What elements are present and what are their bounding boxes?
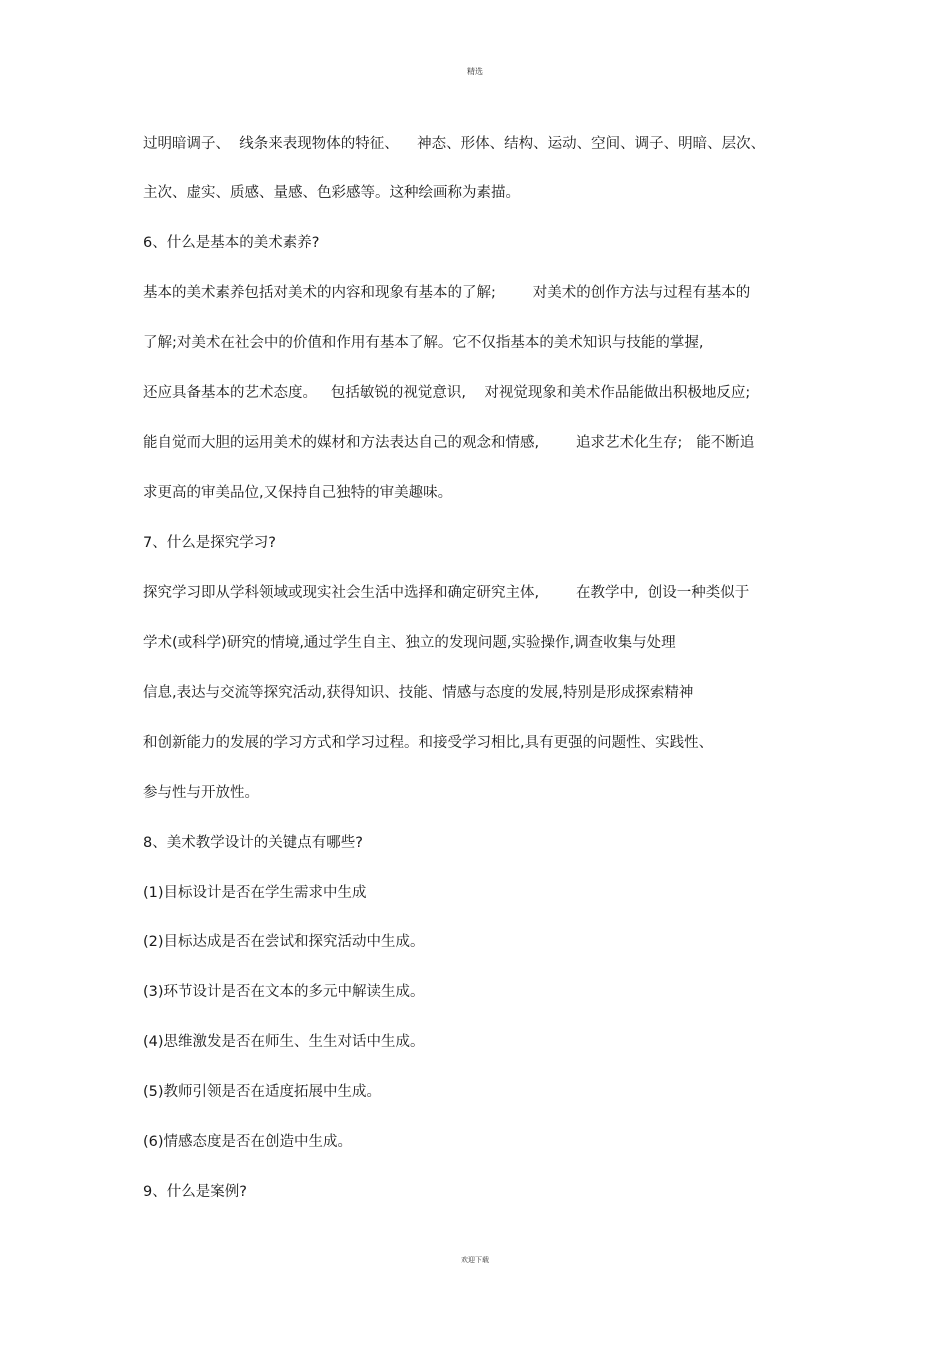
list-item: (1)目标设计是否在学生需求中生成 (143, 885, 367, 901)
list-item: (5)教师引领是否在适度拓展中生成。 (143, 1084, 382, 1100)
list-item: (6)情感态度是否在创造中生成。 (143, 1134, 353, 1150)
text-line: 主次、虚实、质感、量感、色彩感等。这种绘画称为素描。 (143, 185, 520, 201)
question-heading: 7、什么是探究学习? (143, 535, 276, 551)
text-line: 学术(或科学)研究的情境,通过学生自主、独立的发现问题,实验操作,调查收集与处理 (143, 635, 676, 651)
list-item: (4)思维激发是否在师生、生生对话中生成。 (143, 1034, 425, 1050)
list-item: (2)目标达成是否在尝试和探究活动中生成。 (143, 934, 425, 950)
text-line: 了解;对美术在社会中的价值和作用有基本了解。它不仅指基本的美术知识与技能的掌握, (143, 335, 704, 351)
list-item: (3)环节设计是否在文本的多元中解读生成。 (143, 984, 425, 1000)
text-line: 探究学习即从学科领域或现实社会生活中选择和确定研究主体, 在教学中, 创设一种类似于 (143, 585, 750, 601)
text-line: 能自觉而大胆的运用美术的媒材和方法表达自己的观念和情感, 追求艺术化生存; 能不断追 (143, 435, 755, 451)
page-footer: 欢迎下载 (461, 1256, 489, 1264)
text-line: 求更高的审美品位,又保持自己独特的审美趣味。 (143, 485, 453, 501)
question-heading: 8、美术教学设计的关键点有哪些? (143, 835, 363, 851)
text-line: 和创新能力的发展的学习方式和学习过程。和接受学习相比,具有更强的问题性、实践性、 (143, 735, 714, 751)
text-line: 基本的美术素养包括对美术的内容和现象有基本的了解; 对美术的创作方法与过程有基本的 (143, 285, 751, 301)
text-line: 还应具备基本的艺术态度。 包括敏锐的视觉意识, 对视觉现象和美术作品能做出积极地反应; (143, 385, 751, 401)
question-heading: 6、什么是基本的美术素养? (143, 235, 320, 251)
question-heading: 9、什么是案例? (143, 1184, 247, 1200)
text-line: 过明暗调子、 线条来表现物体的特征、 神态、形体、结构、运动、空间、调子、明暗、层次、 (143, 136, 766, 152)
page-header: 精选 (467, 67, 483, 76)
text-line: 参与性与开放性。 (143, 785, 259, 801)
text-line: 信息,表达与交流等探究活动,获得知识、技能、情感与态度的发展,特别是形成探索精神 (143, 685, 694, 701)
